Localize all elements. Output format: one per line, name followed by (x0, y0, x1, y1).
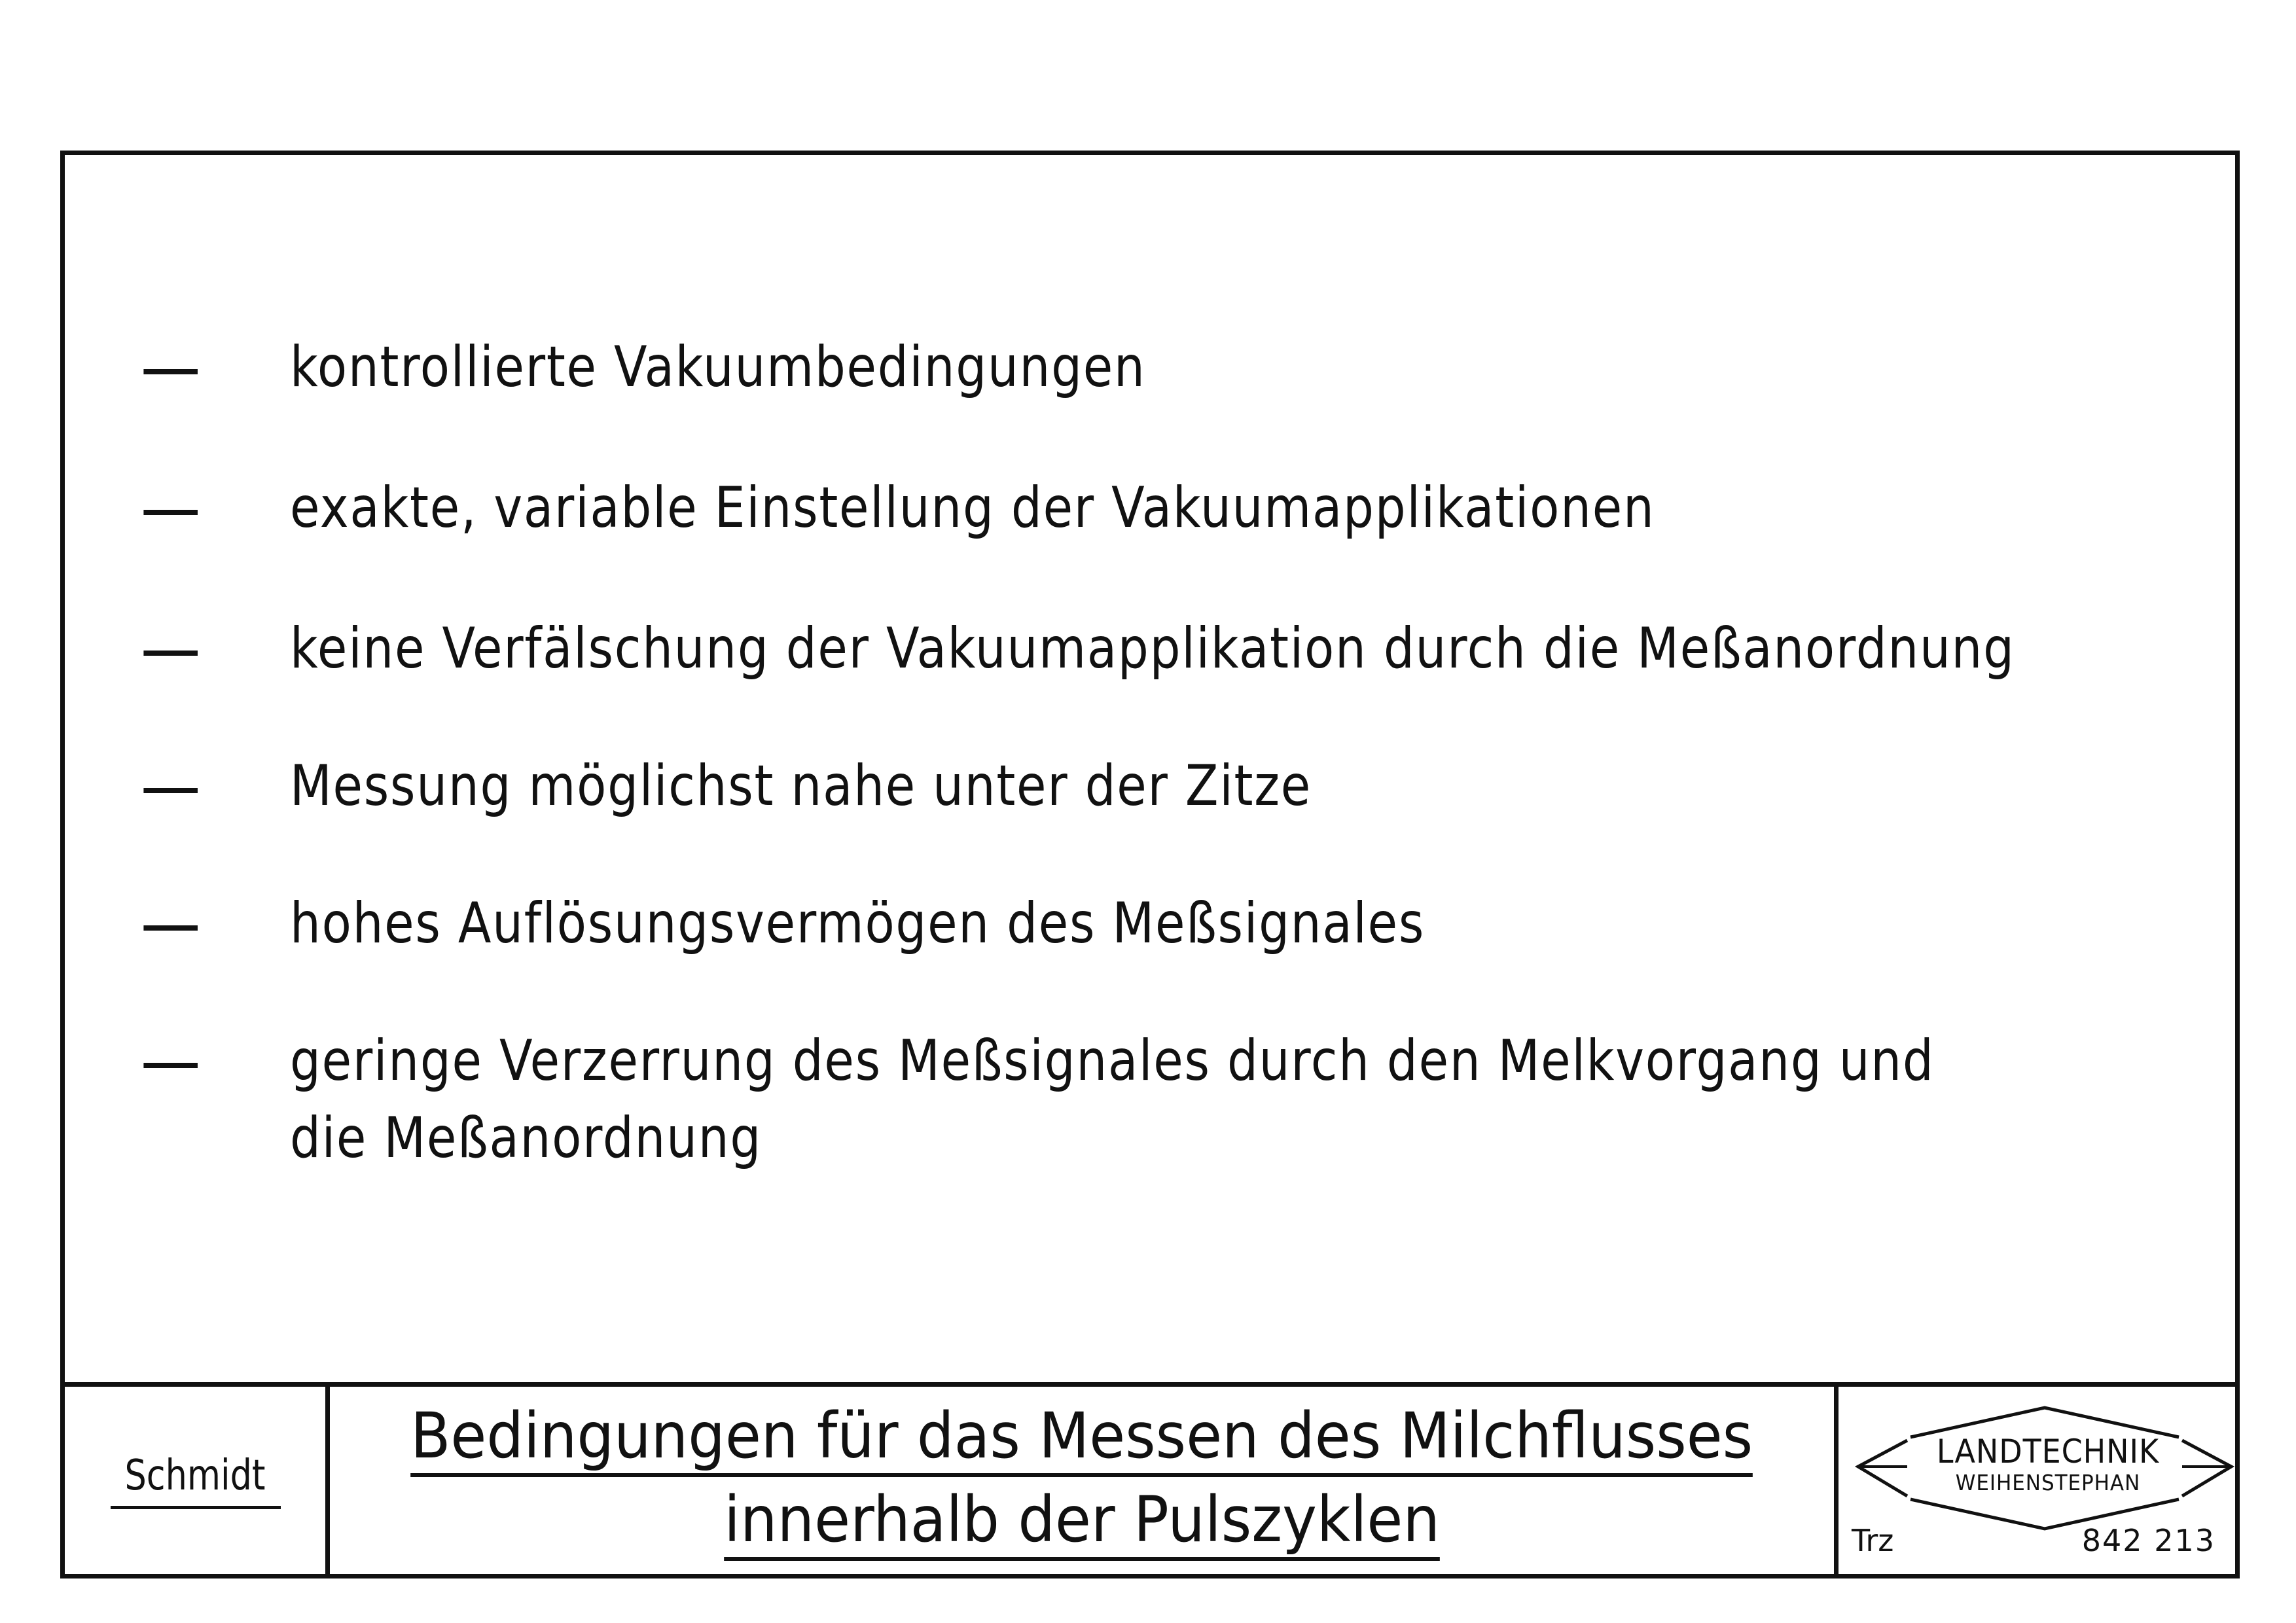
list-item-text: hohes Auflösungsvermögen des Meßsignales (290, 891, 1426, 956)
dash-bullet-icon (143, 1022, 198, 1099)
list-item-text: keine Verfälschung der Vakuumapplikation durch die Meßanordnung (290, 616, 2015, 681)
title-cell (330, 1387, 1839, 1574)
dash-bullet-icon (143, 885, 198, 962)
drawing-number: 842 213 (2081, 1523, 2215, 1558)
bullet-list (65, 155, 2235, 1387)
author-name: Schmidt (124, 1452, 266, 1500)
list-item-text: geringe Verzerrung des Meßsignales durch den Melkvorgang und (290, 1028, 1935, 1094)
logo-text-landtechnik: LANDTECHNIK (1936, 1433, 2160, 1471)
dash-bullet-icon (143, 747, 198, 825)
list-item-text: kontrollierte Vakuumbedingungen (290, 334, 1146, 400)
dash-bullet-icon (143, 329, 198, 406)
document-title-line-1: Bedingungen für das Messen des Milchflusses (330, 1400, 1834, 1477)
slide-frame (60, 151, 2240, 1578)
author-cell (65, 1387, 330, 1574)
list-item-text-continued: die Meßanordnung (290, 1105, 762, 1171)
document-title-line-2: innerhalb der Pulszyklen (330, 1484, 1834, 1561)
drawing-prefix: Trz (1852, 1523, 1894, 1558)
dash-bullet-icon (143, 469, 198, 546)
title-block (65, 1382, 2235, 1574)
list-item-text: exakte, variable Einstellung der Vakuumapplikationen (290, 475, 1655, 541)
logo-text-weihenstephan: WEIHENSTEPHAN (1955, 1470, 2141, 1495)
author-underline (111, 1506, 281, 1509)
logo-cell (1839, 1387, 2235, 1574)
dash-bullet-icon (143, 610, 198, 687)
list-item-text: Messung möglichst nahe unter der Zitze (290, 753, 1312, 819)
